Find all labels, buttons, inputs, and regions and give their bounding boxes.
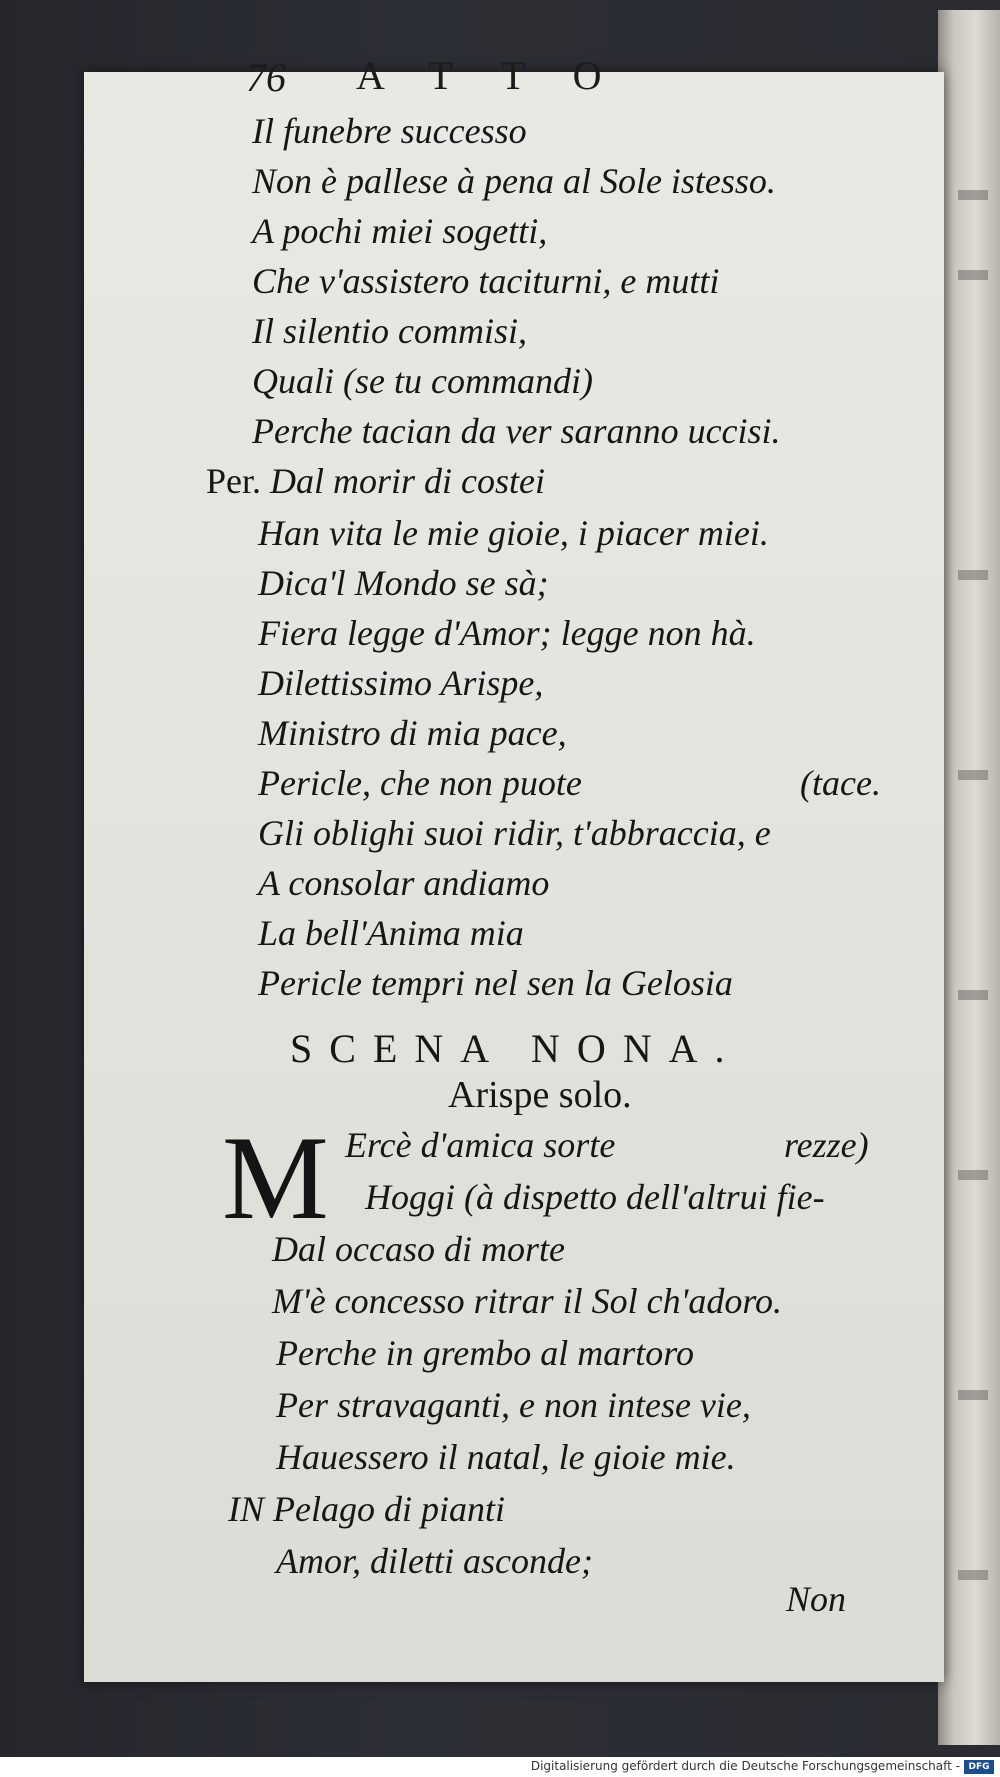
digitization-footer xyxy=(0,1757,1000,1777)
drop-cap: M xyxy=(222,1111,329,1244)
verse-line: Gli oblighi suoi ridir, t'abbraccia, e xyxy=(258,813,771,853)
catchword: Non xyxy=(786,1579,847,1619)
show-through-mark xyxy=(958,1170,988,1180)
next-page-edge xyxy=(938,10,1000,1745)
dfg-logo: DFG xyxy=(964,1760,994,1774)
running-head xyxy=(246,58,746,108)
speaker-name: Per. xyxy=(206,461,262,501)
show-through-mark xyxy=(958,990,988,1000)
scene-title: SCENA NONA. xyxy=(290,1026,742,1071)
running-head-word: ATTO xyxy=(356,58,650,98)
speaker-line xyxy=(206,460,545,502)
verse-line: Perche tacian da ver saranno uccisi. xyxy=(252,411,781,451)
verse-line: A consolar andiamo xyxy=(258,863,550,903)
page-number: 76 xyxy=(246,58,286,100)
verse-line: Perche in grembo al martoro xyxy=(276,1333,694,1373)
verse-line: Quali (se tu commandi) xyxy=(252,361,593,401)
verse-line: Dal morir di costei xyxy=(270,461,546,501)
verse-line: Dilettissimo Arispe, xyxy=(258,663,544,703)
verse-line: Ercè d'amica sorte xyxy=(345,1125,616,1165)
verse-line: Per stravaganti, e non intese vie, xyxy=(276,1385,751,1425)
verse-line: Fiera legge d'Amor; legge non hà. xyxy=(258,613,756,653)
verse-line: Il funebre successo xyxy=(252,111,527,151)
verse-line: Pericle, che non puote xyxy=(258,763,582,803)
verse-line: Non è pallese à pena al Sole istesso. xyxy=(252,161,776,201)
overflow-word: (tace. xyxy=(800,763,881,803)
verse-line: Dal occaso di morte xyxy=(272,1229,565,1269)
verse-line: Dica'l Mondo se sà; xyxy=(258,563,549,603)
show-through-mark xyxy=(958,1390,988,1400)
verse-line: M'è concesso ritrar il Sol ch'adoro. xyxy=(272,1281,783,1321)
verse-line: Hoggi (à dispetto dell'altrui fie- xyxy=(365,1177,825,1217)
scene-subtitle: Arispe solo. xyxy=(448,1074,632,1116)
verse-line: Pericle tempri nel sen la Gelosia xyxy=(258,963,733,1003)
verse-line: Che v'assistero taciturni, e mutti xyxy=(252,261,720,301)
show-through-mark xyxy=(958,770,988,780)
show-through-mark xyxy=(958,190,988,200)
show-through-mark xyxy=(958,270,988,280)
show-through-mark xyxy=(958,1570,988,1580)
verse-line: A pochi miei sogetti, xyxy=(252,211,548,251)
show-through-mark xyxy=(958,570,988,580)
footer-text: Digitalisierung gefördert durch die Deutsche Forschungsgemeinschaft - xyxy=(530,1759,960,1773)
verse-line: Ministro di mia pace, xyxy=(258,713,567,753)
verse-line: Il silentio commisi, xyxy=(252,311,527,351)
overflow-word: rezze) xyxy=(784,1125,869,1165)
verse-line: Amor, diletti asconde; xyxy=(276,1541,593,1581)
verse-line: Han vita le mie gioie, i piacer miei. xyxy=(258,513,769,553)
verse-line: La bell'Anima mia xyxy=(258,913,524,953)
verse-line: IN Pelago di pianti xyxy=(228,1489,505,1529)
verse-line: Hauessero il natal, le gioie mie. xyxy=(276,1437,736,1477)
